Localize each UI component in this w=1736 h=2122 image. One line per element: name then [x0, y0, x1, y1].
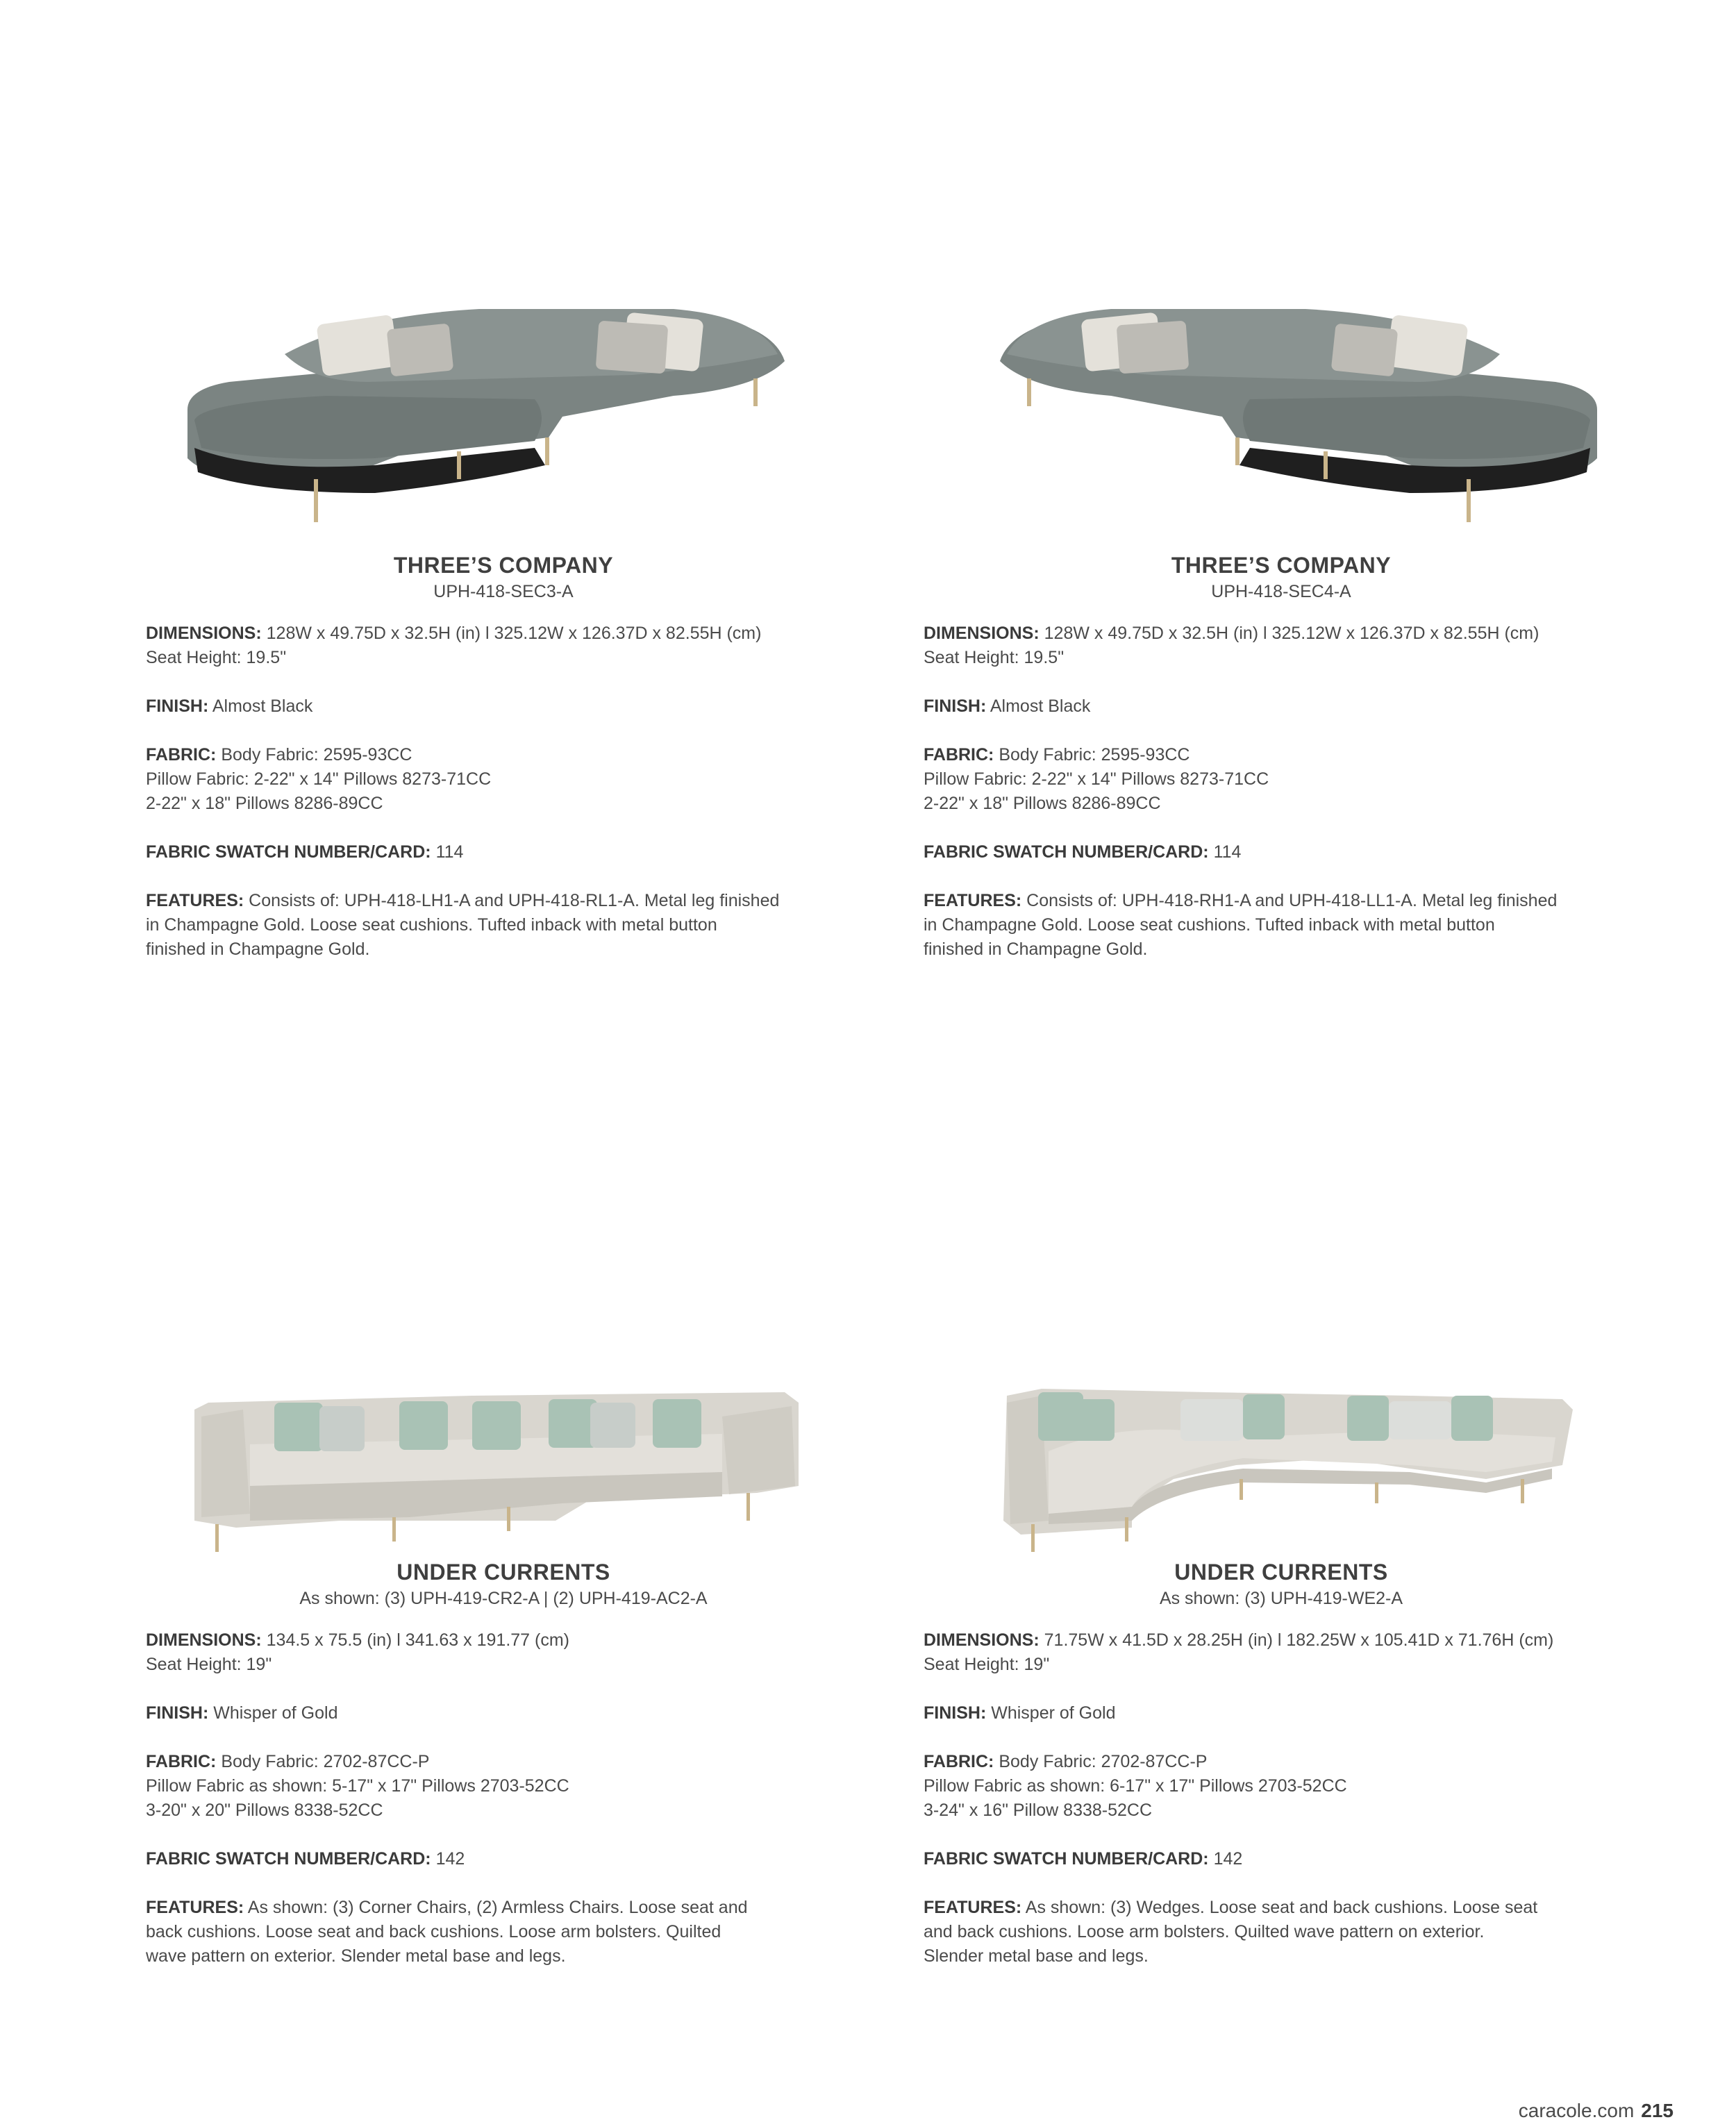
product-image-curved-gray-sofa-left	[146, 278, 861, 542]
swatch-spec	[146, 1847, 861, 1871]
features-text: finished in Champagne Gold.	[146, 939, 370, 959]
product-details	[146, 552, 861, 986]
dimensions-label: DIMENSIONS:	[146, 1630, 262, 1650]
swatch-value: 142	[1213, 1849, 1243, 1869]
finish-label: FINISH:	[924, 696, 987, 716]
dimensions-value: 128W x 49.75D x 32.5H (in) l 325.12W x 126.37D x 82.55H (cm)	[266, 624, 762, 643]
finish-spec	[146, 694, 861, 719]
fabric-value: Body Fabric: 2595-93CC	[999, 745, 1190, 765]
seat-height: Seat Height: 19"	[146, 1655, 272, 1674]
dimensions-value: 128W x 49.75D x 32.5H (in) l 325.12W x 126.37D x 82.55H (cm)	[1044, 624, 1539, 643]
swatch-value: 142	[435, 1849, 465, 1869]
fabric-value: Body Fabric: 2702-87CC-P	[999, 1752, 1208, 1771]
features-label: FEATURES:	[146, 1898, 244, 1917]
dimensions-spec	[146, 1628, 861, 1677]
fabric-label: FABRIC:	[146, 745, 217, 765]
product-title: UNDER CURRENTS	[397, 1560, 610, 1585]
features-text: Consists of: UPH-418-LH1-A and UPH-418-RL1-A. Metal leg finished	[249, 891, 780, 910]
dimensions-value: 71.75W x 41.5D x 28.25H (in) l 182.25W x 105.41D x 71.76H (cm)	[1044, 1630, 1554, 1650]
fabric-line: Pillow Fabric: 2-22" x 14" Pillows 8273-71CC	[146, 769, 492, 789]
product-image-curved-gray-sofa-right	[924, 278, 1639, 542]
swatch-spec	[924, 840, 1639, 864]
sofa-illustration	[924, 278, 1639, 542]
product-title: THREE’S COMPANY	[1171, 553, 1392, 578]
fabric-line: 2-22" x 18" Pillows 8286-89CC	[146, 794, 383, 813]
fabric-spec	[146, 1750, 861, 1823]
features-text: in Champagne Gold. Loose seat cushions. Tufted inback with metal button	[924, 915, 1495, 935]
dimensions-label: DIMENSIONS:	[146, 624, 262, 643]
fabric-spec	[146, 743, 861, 816]
product-sku: As shown: (3) UPH-419-WE2-A	[1159, 1589, 1403, 1608]
finish-value: Almost Black	[990, 696, 1091, 716]
swatch-value: 114	[1213, 842, 1242, 862]
swatch-label: FABRIC SWATCH NUMBER/CARD:	[146, 1849, 431, 1869]
fabric-value: Body Fabric: 2595-93CC	[221, 745, 412, 765]
product-details	[924, 1559, 1639, 1993]
finish-value: Whisper of Gold	[213, 1703, 338, 1723]
sofa-illustration	[146, 278, 861, 542]
swatch-label: FABRIC SWATCH NUMBER/CARD:	[924, 1849, 1209, 1869]
fabric-spec	[924, 1750, 1639, 1823]
features-text: finished in Champagne Gold.	[924, 939, 1148, 959]
features-label: FEATURES:	[146, 891, 244, 910]
features-text: back cushions. Loose seat and back cushions. Loose arm bolsters. Quilted	[146, 1922, 721, 1941]
dimensions-spec	[146, 621, 861, 670]
page-number: 215	[1641, 2100, 1674, 2121]
fabric-value: Body Fabric: 2702-87CC-P	[221, 1752, 430, 1771]
dimensions-label: DIMENSIONS:	[924, 1630, 1040, 1650]
features-text: Consists of: UPH-418-RH1-A and UPH-418-LL1-A. Metal leg finished	[1026, 891, 1558, 910]
dimensions-spec	[924, 621, 1639, 670]
product-details	[924, 552, 1639, 986]
fabric-label: FABRIC:	[146, 1752, 217, 1771]
features-spec	[924, 889, 1639, 962]
product-image-curved-light-sectional	[924, 1312, 1639, 1576]
dimensions-spec	[924, 1628, 1639, 1677]
finish-spec	[924, 1701, 1639, 1726]
swatch-label: FABRIC SWATCH NUMBER/CARD:	[146, 842, 431, 862]
product-details	[146, 1559, 861, 1993]
finish-spec	[146, 1701, 861, 1726]
features-text: in Champagne Gold. Loose seat cushions. Tufted inback with metal button	[146, 915, 717, 935]
features-spec	[146, 1896, 861, 1969]
product-title: UNDER CURRENTS	[1174, 1560, 1388, 1585]
fabric-line: Pillow Fabric as shown: 5-17" x 17" Pillows 2703-52CC	[146, 1776, 569, 1796]
dimensions-label: DIMENSIONS:	[924, 624, 1040, 643]
swatch-value: 114	[435, 842, 464, 862]
features-text: and back cushions. Loose arm bolsters. Quilted wave pattern on exterior.	[924, 1922, 1485, 1941]
fabric-line: 3-24" x 16" Pillow 8338-52CC	[924, 1801, 1153, 1820]
features-text: wave pattern on exterior. Slender metal base and legs.	[146, 1946, 566, 1966]
product-sku: UPH-418-SEC3-A	[433, 582, 574, 601]
product-sku: As shown: (3) UPH-419-CR2-A | (2) UPH-419-AC2-A	[299, 1589, 708, 1608]
swatch-spec	[146, 840, 861, 864]
fabric-line: 2-22" x 18" Pillows 8286-89CC	[924, 794, 1161, 813]
swatch-label: FABRIC SWATCH NUMBER/CARD:	[924, 842, 1209, 862]
product-sku: UPH-418-SEC4-A	[1211, 582, 1351, 601]
finish-label: FINISH:	[146, 696, 209, 716]
fabric-label: FABRIC:	[924, 1752, 994, 1771]
finish-spec	[924, 694, 1639, 719]
sofa-illustration	[924, 1312, 1639, 1576]
fabric-spec	[924, 743, 1639, 816]
fabric-line: Pillow Fabric: 2-22" x 14" Pillows 8273-71CC	[924, 769, 1269, 789]
seat-height: Seat Height: 19.5"	[924, 648, 1065, 667]
fabric-label: FABRIC:	[924, 745, 994, 765]
seat-height: Seat Height: 19"	[924, 1655, 1050, 1674]
features-label: FEATURES:	[924, 891, 1022, 910]
finish-value: Almost Black	[212, 696, 313, 716]
features-text: As shown: (3) Wedges. Loose seat and back cushions. Loose seat	[1025, 1898, 1538, 1917]
features-text: Slender metal base and legs.	[924, 1946, 1149, 1966]
site-link[interactable]: caracole.com	[1518, 2100, 1635, 2121]
features-spec	[924, 1896, 1639, 1969]
features-text: As shown: (3) Corner Chairs, (2) Armless Chairs. Loose seat and	[247, 1898, 748, 1917]
dimensions-value: 134.5 x 75.5 (in) l 341.63 x 191.77 (cm)	[266, 1630, 569, 1650]
product-title: THREE’S COMPANY	[393, 553, 614, 578]
finish-label: FINISH:	[146, 1703, 209, 1723]
fabric-line: 3-20" x 20" Pillows 8338-52CC	[146, 1801, 383, 1820]
seat-height: Seat Height: 19.5"	[146, 648, 287, 667]
sofa-illustration	[146, 1312, 861, 1576]
fabric-line: Pillow Fabric as shown: 6-17" x 17" Pillows 2703-52CC	[924, 1776, 1347, 1796]
swatch-spec	[924, 1847, 1639, 1871]
features-spec	[146, 889, 861, 962]
page-footer	[1519, 2100, 1674, 2122]
finish-value: Whisper of Gold	[991, 1703, 1116, 1723]
product-image-sectional-light-sofa	[146, 1312, 861, 1576]
features-label: FEATURES:	[924, 1898, 1022, 1917]
finish-label: FINISH:	[924, 1703, 987, 1723]
